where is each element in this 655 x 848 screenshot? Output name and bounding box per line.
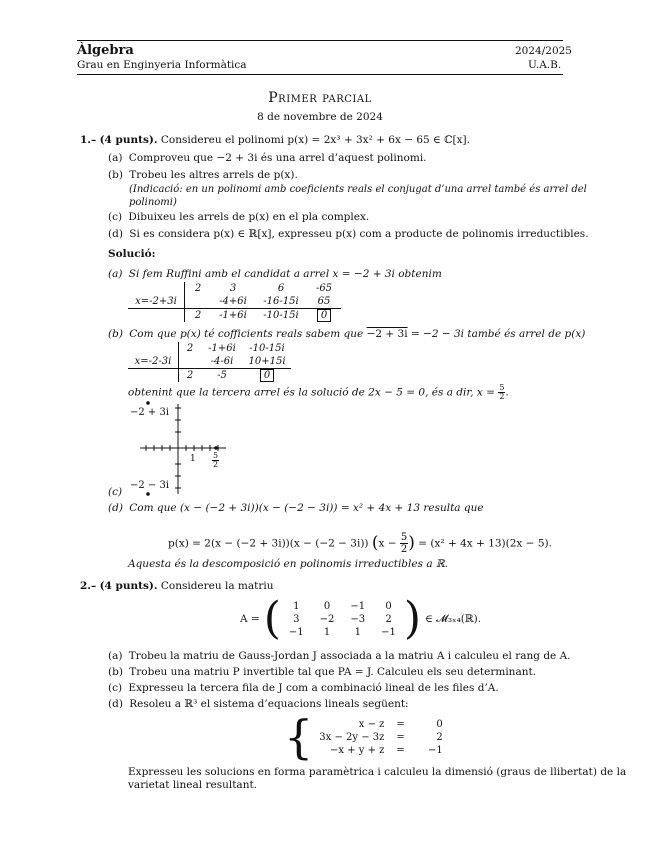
problem-2-header	[80, 580, 274, 593]
ruffini1-cell: 2	[185, 282, 212, 295]
p1-item-c-label: (c)	[108, 211, 123, 223]
ruffini2-remainder: 0	[260, 369, 274, 382]
academic-year: 2024/2025	[515, 45, 572, 57]
ruffini1-cell: 6	[277, 283, 285, 294]
equation-frac-prefix: x −	[378, 537, 397, 550]
frac-den: 2	[213, 460, 219, 469]
frac-num: 5	[499, 383, 505, 392]
solution-d-equation	[168, 532, 552, 555]
ruffini-table-2	[128, 342, 291, 382]
problem-1-number: 1.–	[80, 134, 97, 146]
course-subtitle: Grau en Enginyeria Informàtica	[77, 59, 247, 71]
matrix-cell: 3	[293, 613, 300, 625]
solution-d	[108, 502, 484, 515]
solution-b	[108, 328, 585, 341]
ruffini1-cell: -10-15i	[263, 310, 299, 321]
root-point-bottom	[146, 492, 150, 496]
ruffini1-cell: -16-15i	[263, 296, 299, 307]
p1-hint-line2: polinomi)	[129, 197, 177, 208]
system-lhs: −x + y + z	[329, 744, 385, 756]
p2-item-a-text: Trobeu la matriu de Gauss-Jordan J associada a la matriu A i calculeu el rang de A.	[128, 650, 571, 662]
solution-b-after: obtenint que la tercera arrel és la solució de 2x − 5 = 0, és a dir, x = $\frac{5}{2}$ .	[128, 383, 509, 401]
p1-item-d-text: Si es considera p(x) ∈ ℝ[x], expresseu p(x) com a producte de polinomis irreductibles.	[129, 228, 589, 240]
ruffini1-cell: 3	[229, 283, 237, 294]
header-bottom-rule	[77, 74, 563, 75]
p1-item-c-text: Dibuixeu les arrels de p(x) en el pla complex.	[128, 211, 370, 223]
ruffini1-cell: -1+6i	[219, 310, 247, 321]
system-table	[313, 718, 449, 757]
course-title: Àlgebra	[77, 43, 134, 58]
solution-b-label: (b)	[108, 328, 123, 340]
matrix-paren-left: (	[263, 593, 281, 644]
solution-b-fraction	[498, 384, 505, 401]
solution-a	[108, 268, 442, 281]
problem-2-statement: Considereu la matriu	[160, 580, 274, 592]
matrix-cell: 0	[385, 600, 392, 612]
header-top-rule	[77, 40, 563, 41]
system-brace: {	[284, 710, 314, 764]
solution-b-text2: = −2 − 3i també és arrel de p(x)	[410, 328, 586, 340]
solution-d-conclusion: Aquesta és la descomposició en polinomis irreductibles a ℝ.	[128, 558, 448, 570]
p1-hint-line1: (Indicació: en un polinomi amb coeficients reals el conjugat d’una arrel també és arrel del	[129, 184, 587, 195]
p2-item-d	[108, 698, 409, 711]
matrix-name: A =	[240, 612, 260, 625]
ruffini2-cell: -5	[217, 370, 227, 381]
exam-title: Primer parcial	[268, 90, 372, 106]
frac-num: 5	[400, 532, 408, 543]
solution-label: Solució:	[108, 248, 156, 260]
p2-item-d-text: Resoleu a ℝ³ el sistema d’equacions lineals següent:	[129, 698, 409, 710]
p2-item-b-text: Trobeu una matriu P invertible tal que PA = J. Calculeu els seu determinant.	[129, 666, 537, 678]
equation-left: p(x) = 2(x − (−2 + 3i))(x − (−2 − 3i))	[168, 537, 369, 550]
problem-1-header	[80, 134, 470, 147]
p1-item-b	[108, 169, 298, 182]
plot-label-bottom-root: −2 − 3i	[130, 480, 170, 491]
ruffini1-cell: -4+6i	[219, 296, 247, 307]
equation-right: = (x² + 4x + 13)(2x − 5).	[418, 537, 552, 550]
ruffini2-root: x=-2-3i	[134, 356, 172, 367]
plot-label-five-halves	[212, 450, 219, 469]
matrix-block	[240, 593, 482, 644]
ruffini2-cell: -1+6i	[208, 343, 236, 354]
p2-item-c-text: Expresseu la tercera fila de J com a combinació lineal de les files d’A.	[128, 682, 499, 694]
ruffini1-cell: 2	[185, 309, 212, 323]
system-rhs: 0	[436, 718, 443, 730]
p1-item-b-label: (b)	[108, 169, 123, 181]
matrix-cell: −1	[288, 626, 304, 638]
system-rhs: −1	[428, 744, 443, 756]
system-eq: =	[396, 731, 405, 743]
p1-item-d-label: (d)	[108, 228, 123, 240]
equation-system	[284, 710, 449, 764]
p2-item-a	[108, 650, 571, 663]
matrix-space: ∈ 𝓜₃ₓ₄(ℝ).	[425, 612, 482, 625]
solution-b-after-text: obtenint que la tercera arrel és la solució de 2x − 5 = 0, és a dir, x =	[128, 386, 495, 399]
p2-item-c-label: (c)	[108, 682, 123, 694]
ruffini1-cell: 65	[317, 296, 331, 307]
p2-item-b	[108, 666, 536, 679]
matrix-cell: −3	[350, 613, 366, 625]
system-eq: =	[396, 744, 405, 756]
p2-item-b-label: (b)	[108, 666, 123, 678]
plot-label-top-root: −2 + 3i	[130, 407, 170, 418]
university: U.A.B.	[528, 59, 562, 71]
root-point-top	[146, 401, 150, 405]
frac-num: 5	[213, 451, 219, 460]
plot-label-one: 1	[190, 454, 196, 464]
solution-d-text: Com que (x − (−2 + 3i))(x − (−2 − 3i)) = x² + 4x + 13 resulta que	[129, 502, 484, 514]
ruffini2-cell: -10-15i	[249, 343, 285, 354]
matrix-cell: 1	[293, 600, 300, 612]
matrix-cell: 1	[354, 626, 361, 638]
system-lhs: 3x − 2y − 3z	[319, 731, 385, 743]
p1-item-a	[108, 152, 427, 165]
solution-b-text: Com que p(x) té cofficients reals sabem que	[129, 328, 364, 340]
solution-b-conjugate: −2 + 3i	[366, 328, 408, 340]
p2-item-c	[108, 682, 499, 695]
system-eq: =	[396, 718, 405, 730]
p2-closing-line1: Expresseu les solucions en forma paramètrica i calculeu la dimensió (graus de llibertat) de la	[128, 766, 627, 778]
paren-close: )	[408, 533, 415, 553]
frac-den: 2	[499, 392, 505, 401]
p1-item-c	[108, 211, 369, 224]
problem-1-statement: Considereu el polinomi p(x) = 2x³ + 3x² + 6x − 65 ∈ ℂ[x].	[160, 134, 470, 146]
matrix-cell: 1	[323, 626, 331, 638]
p1-item-d	[108, 228, 589, 241]
p2-item-a-label: (a)	[108, 650, 123, 662]
ruffini1-remainder: 0	[317, 309, 331, 322]
solution-a-label: (a)	[108, 268, 123, 280]
ruffini2-cell: 2	[179, 369, 202, 383]
matrix-cell: 0	[323, 600, 331, 612]
p1-item-a-label: (a)	[108, 152, 123, 164]
ruffini2-cell: 2	[179, 342, 202, 355]
problem-2-points: (4 punts).	[99, 580, 158, 592]
frac-den: 2	[400, 544, 408, 555]
ruffini2-cell: -4-6i	[210, 356, 234, 367]
exam-date: 8 de novembre de 2024	[257, 111, 383, 123]
paren-open: (	[371, 533, 379, 553]
solution-c-label: (c)	[108, 486, 123, 498]
system-rhs: 2	[436, 731, 443, 743]
p1-item-a-text: Comproveu que −2 + 3i és una arrel d’aquest polinomi.	[128, 152, 427, 164]
matrix-cell: −1	[381, 626, 396, 638]
solution-a-text: Si fem Ruffini amb el candidat a arrel x = −2 + 3i obtenim	[128, 268, 442, 280]
system-lhs: x − z	[358, 718, 385, 730]
p2-closing-line2: varietat lineal resultant.	[128, 779, 258, 791]
solution-d-label: (d)	[108, 502, 123, 514]
ruffini2-cell: 10+15i	[248, 356, 286, 367]
p1-item-b-text: Trobeu les altres arrels de p(x).	[129, 169, 298, 181]
ruffini1-root: x=-2+3i	[135, 296, 177, 307]
matrix-paren-right: )	[403, 593, 422, 644]
matrix-cell: −2	[319, 613, 335, 625]
matrix-cell: −1	[350, 600, 366, 612]
matrix-cell: 2	[385, 613, 392, 625]
problem-1-points: (4 punts).	[99, 134, 158, 146]
ruffini-table-1	[128, 282, 341, 322]
problem-2-number: 2.–	[80, 580, 97, 592]
matrix-A	[281, 600, 404, 639]
ruffini1-cell: -65	[315, 283, 333, 294]
p2-item-d-label: (d)	[108, 698, 123, 710]
plot-frac	[212, 452, 219, 469]
